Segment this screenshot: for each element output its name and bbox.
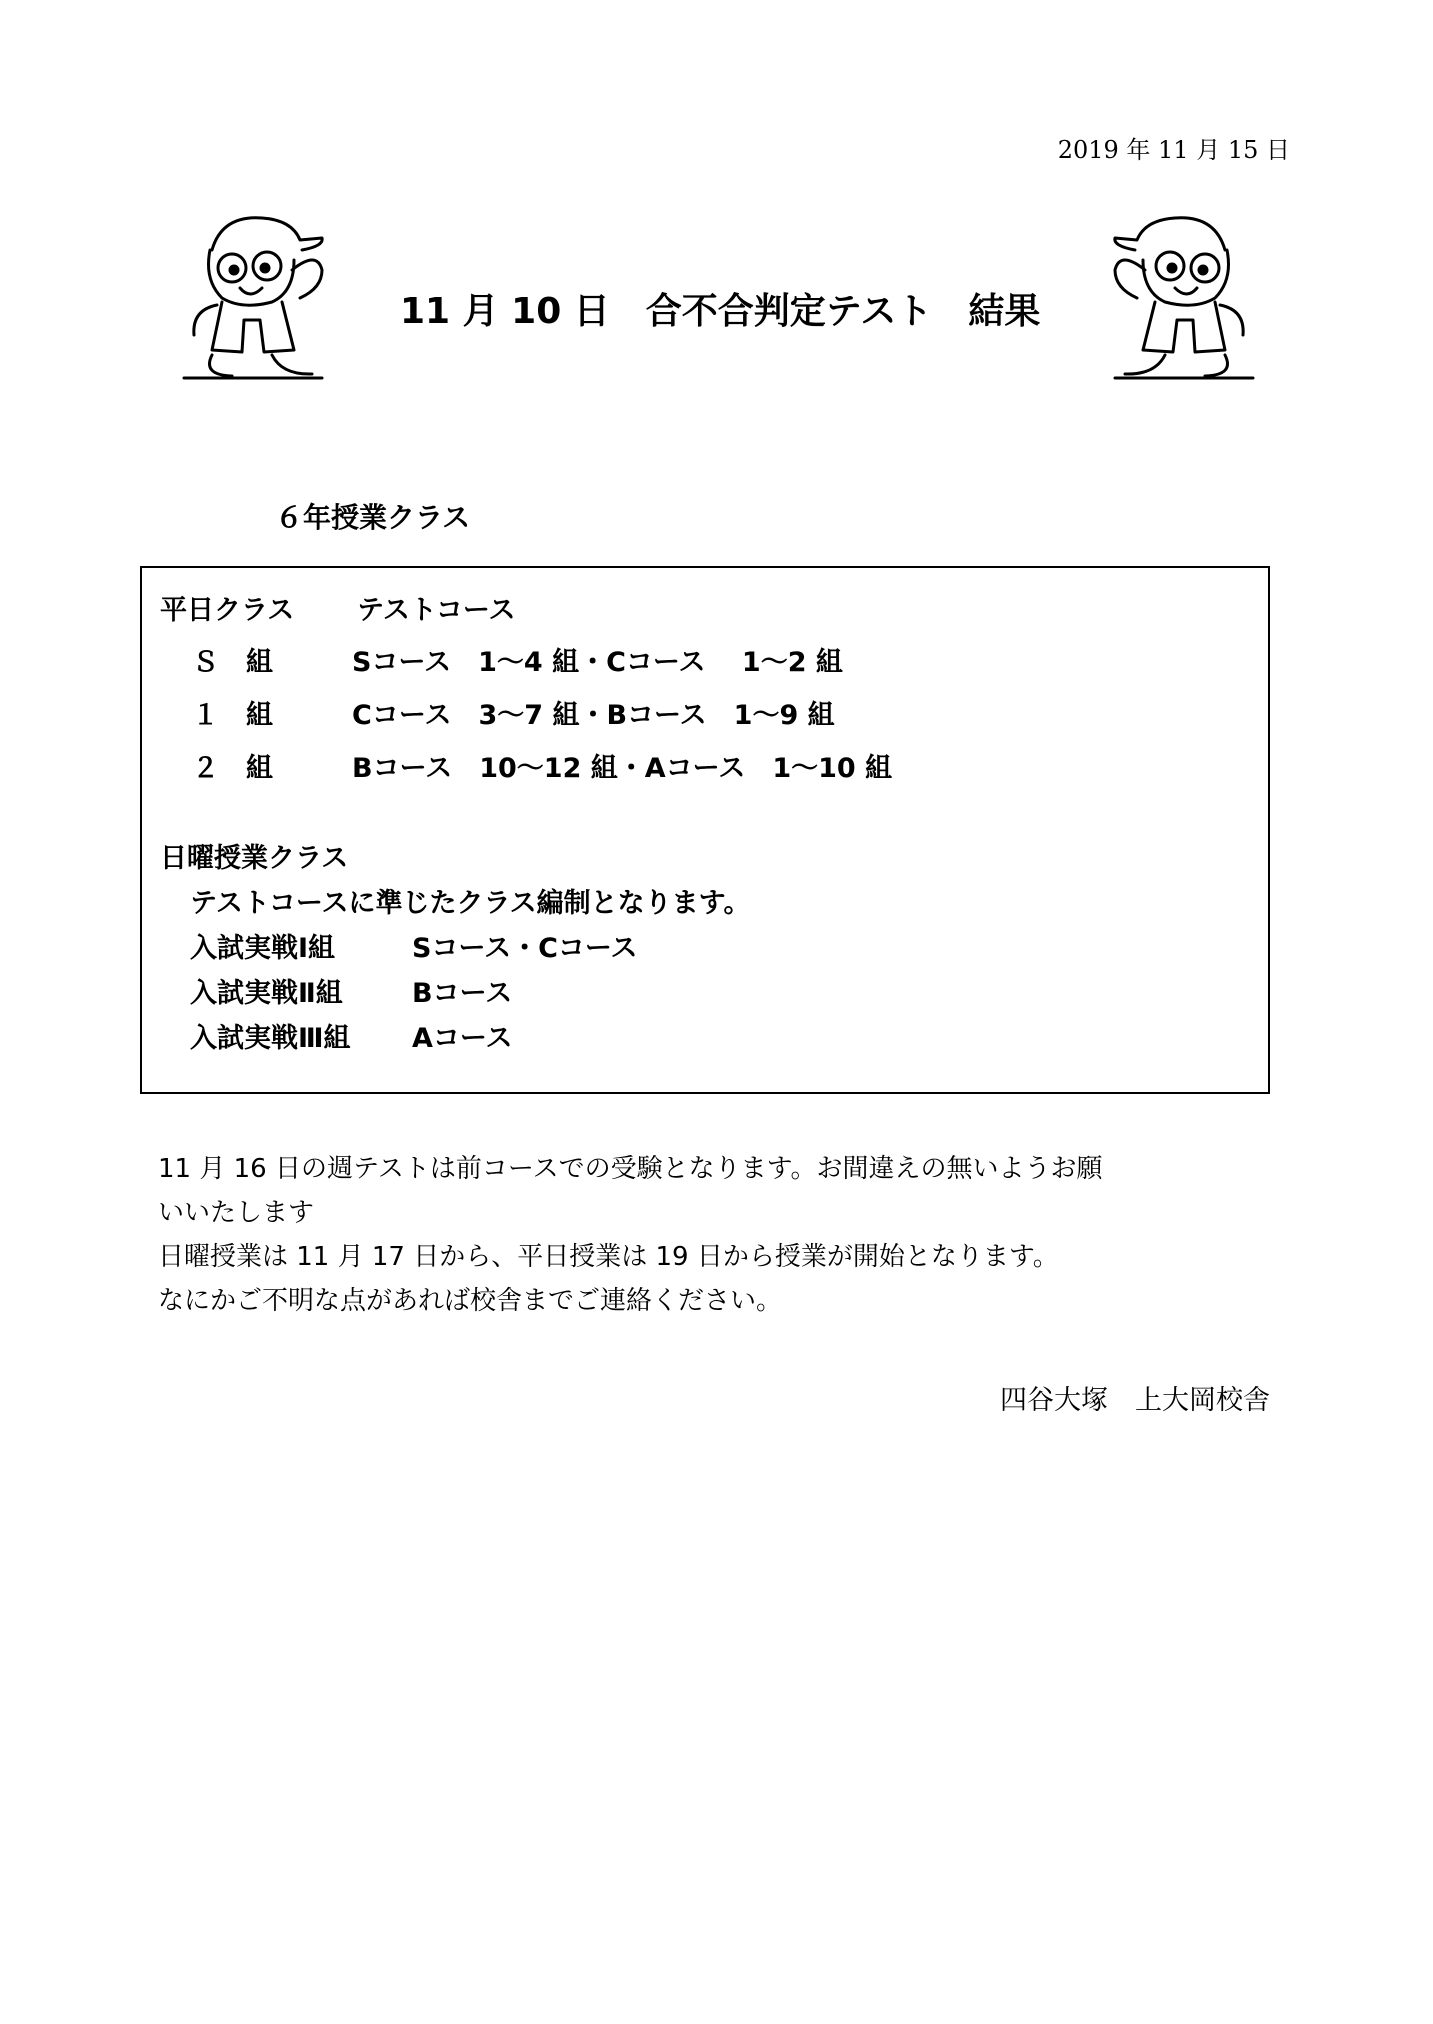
- notice-line: 日曜授業は 11 月 17 日から、平日授業は 19 日から授業が開始となります。: [158, 1242, 1059, 1272]
- weekday-group-label: ２ 組: [192, 753, 273, 784]
- notice-line: なにかご不明な点があれば校舎までご連絡ください。: [158, 1286, 783, 1316]
- sunday-group-label: 入試実戦Ⅱ組: [190, 978, 343, 1009]
- mascot-illustration: [182, 210, 327, 385]
- sunday-class-heading: 日曜授業クラス: [160, 843, 349, 874]
- weekday-group-label: １ 組: [192, 700, 273, 731]
- sunday-class-note: テストコースに準じたクラス編制となります。: [190, 888, 751, 919]
- sunday-course-detail: Aコース: [412, 1023, 513, 1054]
- sunday-course-detail: Bコース: [412, 978, 513, 1009]
- sunday-group-label: 入試実戦Ⅰ組: [190, 933, 336, 964]
- sunday-course-detail: Sコース・Cコース: [412, 933, 638, 964]
- notice-line: 11 月 16 日の週テストは前コースでの受験となります。お間違えの無いようお願: [158, 1154, 1103, 1184]
- test-course-heading: テストコース: [357, 595, 516, 626]
- weekday-course-detail: Cコース 3～7 組・Bコース 1～9 組: [352, 700, 835, 731]
- weekday-course-detail: Bコース 10～12 組・Aコース 1～10 組: [352, 753, 893, 784]
- weekday-group-label: Ｓ 組: [192, 647, 273, 678]
- document-date: 2019 年 11 月 15 日: [1057, 136, 1290, 164]
- notice-line: いいたします: [158, 1198, 315, 1228]
- class-info-box: [140, 566, 1270, 1094]
- weekday-course-detail: Sコース 1～4 組・Cコース 1～2 組: [352, 647, 843, 678]
- page-title: 11 月 10 日 合不合判定テスト 結果: [400, 291, 1041, 332]
- mascot-illustration: [1110, 210, 1255, 385]
- school-signature: 四谷大塚 上大岡校舎: [1000, 1385, 1270, 1416]
- weekday-class-heading: 平日クラス: [160, 595, 295, 626]
- section-heading: ６年授業クラス: [275, 501, 471, 534]
- sunday-group-label: 入試実戦Ⅲ組: [190, 1023, 351, 1054]
